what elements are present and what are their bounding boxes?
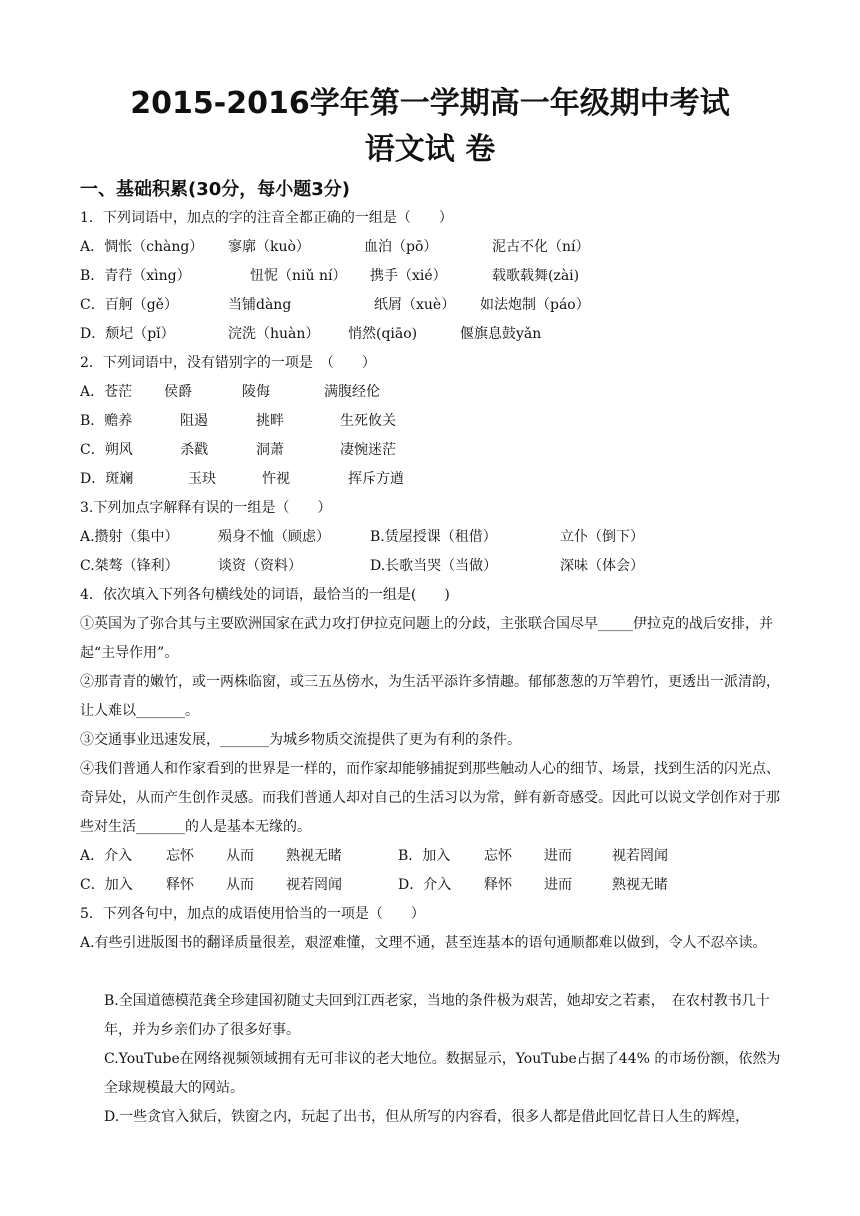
q3-a1: A.攒射（集中） bbox=[80, 529, 179, 545]
q3-c2: 谈资（资料） bbox=[218, 558, 302, 574]
q1-d1: D．颓圮（pǐ） bbox=[80, 326, 175, 342]
q1-b3: 携手（xié） bbox=[370, 268, 447, 284]
q2-b4: 生死攸关 bbox=[340, 413, 396, 429]
q2-a3: 陵侮 bbox=[242, 384, 270, 400]
q4-c3: 从而 bbox=[226, 877, 254, 893]
q4-a2: 忘怀 bbox=[166, 848, 194, 864]
q2-d3: 忤视 bbox=[262, 471, 290, 487]
q2-b2: 阻遏 bbox=[180, 413, 208, 429]
q4-a3: 从而 bbox=[226, 848, 254, 864]
q4-sentence-4: ④我们普通人和作家看到的世界是一样的，而作家却能够捕捉到那些触动人心的细节、场景，找到生活的闪光点、奇异处，从而产生创作灵感。而我们普通人却对自己的生活习以为常，鲜有新奇感受。因此可以说文学创作对于那些对生活_______的人是基本无缘的。 bbox=[80, 761, 780, 835]
q3-d1: D.长歌当哭（当做） bbox=[370, 558, 498, 574]
q5-option-b: B.全国道德模范龚全珍建国初随丈夫回到江西老家，当地的条件极为艰苦，她却安之若素， 在农村教书几十年，并为乡亲们办了很多好事。 bbox=[104, 993, 770, 1038]
q1-b4: 载歌载舞(zài) bbox=[492, 268, 580, 284]
q4-stem: 4．依次填入下列各句横线处的词语，最恰当的一组是( ) bbox=[80, 587, 450, 603]
section-heading: 一、基础积累(30分，每小题3分) bbox=[80, 179, 351, 200]
q4-d3: 进而 bbox=[544, 877, 572, 893]
q1-d3: 悄然(qiāo) bbox=[348, 326, 418, 342]
q4-sentence-1: ①英国为了弥合其与主要欧洲国家在武力攻打伊拉克问题上的分歧，主张联合国尽早_____伊拉克的战后安排，并起“主导作用”。 bbox=[80, 616, 773, 661]
q2-a4: 满腹经伦 bbox=[324, 384, 380, 400]
q1-c1: C．百舸（gě） bbox=[80, 297, 178, 313]
q1-d2: 浣洗（huàn） bbox=[228, 326, 320, 342]
q2-d1: D．斑斓 bbox=[80, 471, 134, 487]
q1-c2: 当铺dàng bbox=[228, 297, 292, 313]
q1-stem: 1．下列词语中，加点的字的注音全都正确的一组是（ ） bbox=[80, 210, 453, 226]
exam-title: 2015-2016学年第一学期高一年级期中考试 bbox=[130, 86, 730, 121]
q4-c2: 释怀 bbox=[166, 877, 194, 893]
q2-c1: C．朔风 bbox=[80, 442, 133, 458]
q1-a3: 血泊（pō） bbox=[364, 239, 438, 255]
q4-sentence-3: ③交通事业迅速发展，_______为城乡物质交流提供了更为有利的条件。 bbox=[80, 732, 521, 748]
q3-d2: 深味（体会） bbox=[560, 558, 644, 574]
q4-b4: 视若罔闻 bbox=[612, 848, 668, 864]
q1-b2: 忸怩（niǔ ní） bbox=[250, 268, 347, 284]
q4-d4: 熟视无睹 bbox=[612, 877, 668, 893]
q2-c3: 洞萧 bbox=[256, 442, 284, 458]
q4-d2: 释怀 bbox=[484, 877, 512, 893]
q1-b1: B．青荇（xìng） bbox=[80, 268, 191, 284]
q2-d2: 玉玦 bbox=[188, 471, 216, 487]
q4-b1: B．加入 bbox=[398, 848, 451, 864]
q3-b1: B.赁屋授课（租借） bbox=[370, 529, 497, 545]
q2-a1: A．苍茫 bbox=[80, 384, 133, 400]
q5-option-a: A.有些引进版图书的翻译质量很差，艰涩难懂，文理不通，甚至连基本的语句通顺都难以做到，令人不忍卒读。 bbox=[80, 935, 767, 951]
q4-b3: 进而 bbox=[544, 848, 572, 864]
q2-stem: 2．下列词语中，没有错别字的一项是 （ ） bbox=[80, 355, 376, 371]
q2-a2: 侯爵 bbox=[164, 384, 192, 400]
q4-a4: 熟视无睹 bbox=[286, 848, 342, 864]
q4-a1: A．介入 bbox=[80, 848, 133, 864]
q3-c1: C.桀骜（锋利） bbox=[80, 558, 179, 574]
q5-stem: 5．下列各句中，加点的成语使用恰当的一项是（ ） bbox=[80, 906, 425, 922]
exam-subtitle: 语文试 卷 bbox=[364, 132, 496, 167]
q4-d1: D．介入 bbox=[398, 877, 452, 893]
q2-c4: 凄惋迷茫 bbox=[340, 442, 396, 458]
q1-a1: A．惆怅（chàng） bbox=[80, 239, 204, 255]
q1-c3: 纸屑（xuè） bbox=[374, 297, 456, 313]
q4-c4: 视若罔闻 bbox=[286, 877, 342, 893]
q4-c1: C．加入 bbox=[80, 877, 133, 893]
q5-option-c: C.YouTube在网络视频领域拥有无可非议的老大地位。数据显示，YouTube占据了44% 的市场份额，依然为全球规模最大的网站。 bbox=[104, 1051, 781, 1096]
q2-d4: 挥斥方遒 bbox=[348, 471, 404, 487]
q4-sentence-2: ②那青青的嫩竹，或一两株临窗，或三五丛傍水，为生活平添许多情趣。郁郁葱葱的万竿碧竹，更透出一派清韵，让人难以_______。 bbox=[80, 674, 780, 719]
q2-b1: B．赡养 bbox=[80, 413, 133, 429]
q1-a2: 寥廓（kuò） bbox=[228, 239, 310, 255]
q2-b3: 挑畔 bbox=[256, 413, 284, 429]
q2-c2: 杀戳 bbox=[180, 442, 208, 458]
q1-d4: 偃旗息鼓yǎn bbox=[460, 326, 542, 342]
q5-option-d: D.一些贪官入狱后，铁窗之内，玩起了出书，但从所写的内容看，很多人都是借此回忆昔日人生的辉煌， bbox=[104, 1109, 750, 1125]
q3-a2: 殒身不恤（顾虑） bbox=[218, 529, 330, 545]
q1-c4: 如法炮制（páo） bbox=[480, 297, 590, 313]
q3-stem: 3.下列加点字解释有误的一组是（ ） bbox=[80, 500, 332, 516]
q3-b2: 立仆（倒下） bbox=[560, 529, 644, 545]
q4-b2: 忘怀 bbox=[484, 848, 512, 864]
q1-a4: 泥古不化（ní） bbox=[492, 239, 590, 255]
